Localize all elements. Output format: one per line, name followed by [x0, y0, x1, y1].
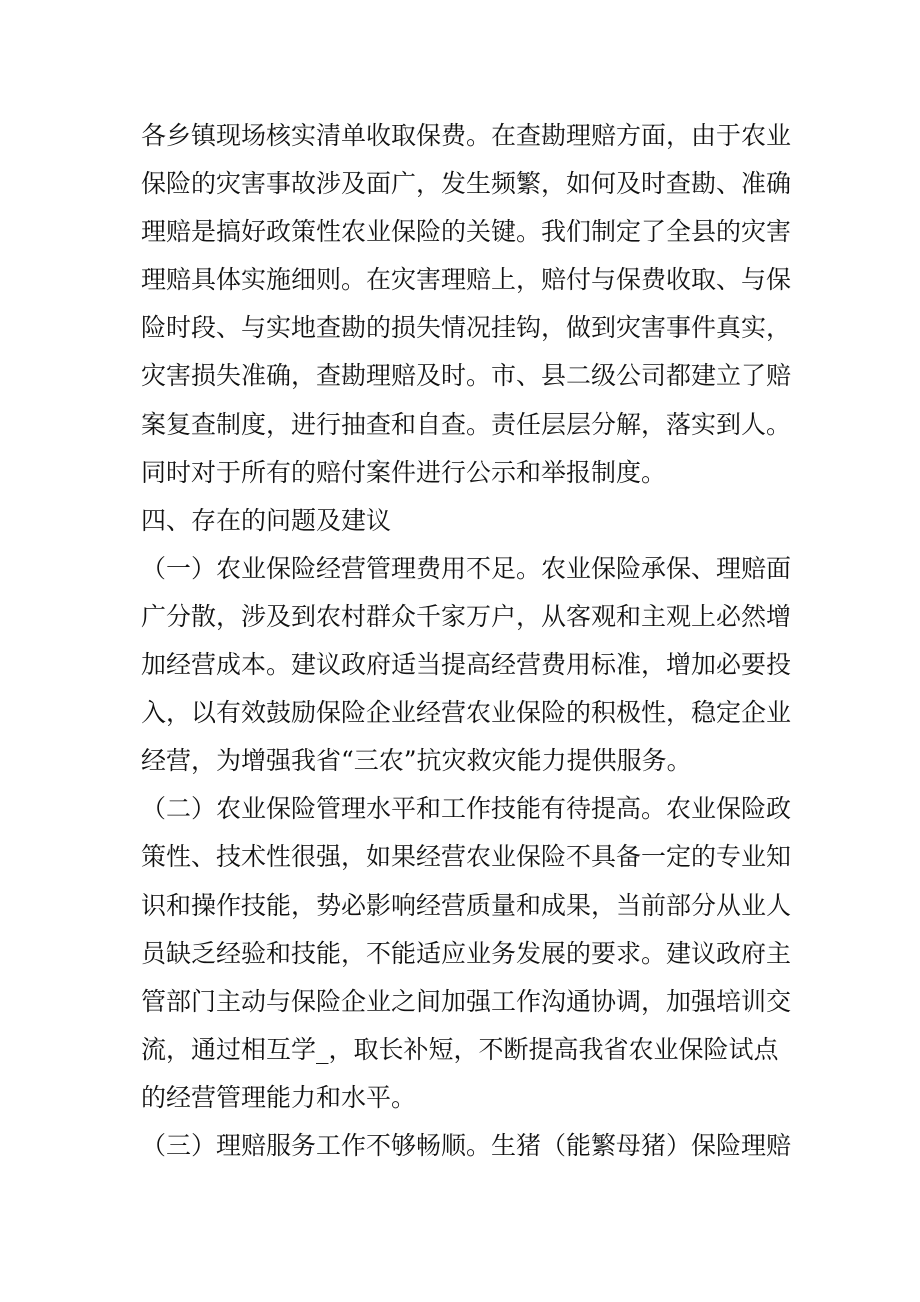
body-line: 的经营管理能力和水平。	[141, 1082, 417, 1112]
body-line: 同时对于所有的赔付案件进行公示和举报制度。	[141, 457, 667, 487]
body-line: 员缺乏经验和技能，不能适应业务发展的要求。建议政府主	[141, 938, 792, 968]
body-line: 经营，为增强我省“三农”抗灾救灾能力提供服务。	[141, 746, 692, 776]
body-line: 加经营成本。建议政府适当提高经营费用标准，增加必要投	[141, 650, 792, 680]
body-line: （二）农业保险管理水平和工作技能有待提高。农业保险政	[141, 794, 792, 824]
document-body	[141, 112, 801, 1170]
body-line: 流，通过相互学_，取长补短，不断提高我省农业保险试点	[141, 1034, 779, 1064]
body-line: 策性、技术性很强，如果经营农业保险不具备一定的专业知	[141, 842, 792, 872]
body-line: 理赔具体实施细则。在灾害理赔上，赔付与保费收取、与保	[141, 265, 792, 295]
body-line: （一）农业保险经营管理费用不足。农业保险承保、理赔面	[141, 553, 792, 583]
body-line: 广分散，涉及到农村群众千家万户，从客观和主观上必然增	[141, 601, 792, 631]
body-line: （三）理赔服务工作不够畅顺。生猪（能繁母猪）保险理赔	[141, 1130, 792, 1160]
body-line: 入，以有效鼓励保险企业经营农业保险的积极性，稳定企业	[141, 698, 792, 728]
section-heading: 四、存在的问题及建议	[141, 505, 392, 535]
body-line: 各乡镇现场核实清单收取保费。在查勘理赔方面，由于农业	[141, 121, 792, 150]
body-line: 管部门主动与保险企业之间加强工作沟通协调，加强培训交	[141, 986, 792, 1016]
body-line: 案复查制度，进行抽查和自查。责任层层分解，落实到人。	[141, 409, 792, 439]
body-line: 灾害损失准确，查勘理赔及时。市、县二级公司都建立了赔	[141, 361, 792, 391]
body-line: 识和操作技能，势必影响经营质量和成果，当前部分从业人	[141, 890, 792, 920]
body-line: 理赔是搞好政策性农业保险的关键。我们制定了全县的灾害	[141, 217, 792, 247]
body-line: 保险的灾害事故涉及面广，发生频繁，如何及时查勘、准确	[141, 169, 792, 199]
body-line: 险时段、与实地查勘的损失情况挂钩，做到灾害事件真实，	[141, 313, 792, 343]
